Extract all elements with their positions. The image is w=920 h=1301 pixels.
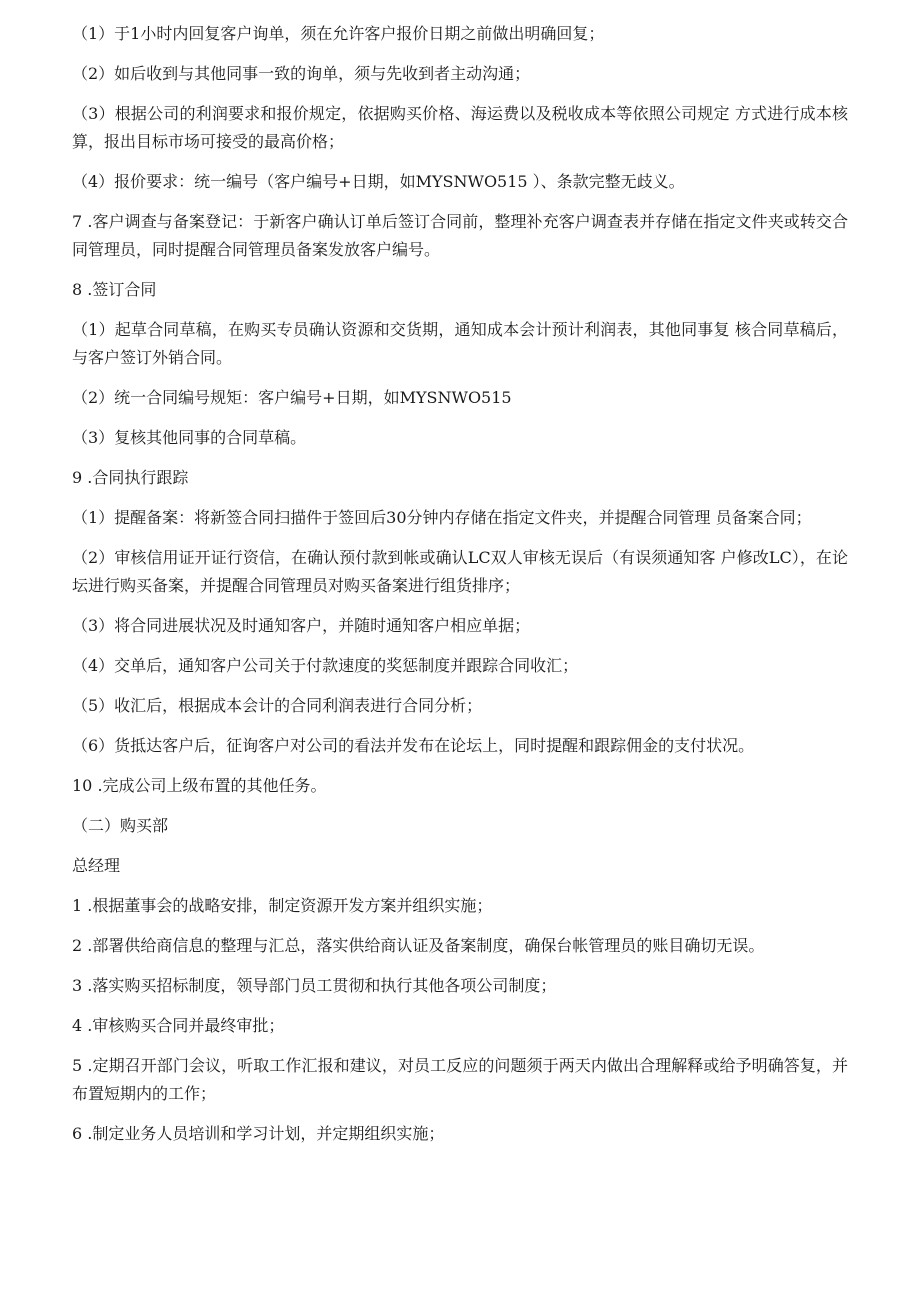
section-heading-purchasing: （二）购买部	[72, 816, 169, 835]
paragraph-item-7: 7 .客户调查与备案登记：于新客户确认订单后签订合同前，整理补充客户调查表并存储在指定文件夹或转交合同管理员，同时提醒合同管理员备案发放客户编号。	[72, 212, 848, 259]
paragraph-quote-requirements: （4）报价要求：统一编号（客户编号+日期，如MYSNWO515 ）、条款完整无歧义。	[72, 172, 685, 191]
paragraph-gm-item-2: 2 .部署供给商信息的整理与汇总，落实供给商认证及备案制度，确保台帐管理员的账目确切无误。	[72, 936, 765, 955]
paragraph-quote-reply: （1）于1小时内回复客户询单，须在允许客户报价日期之前做出明确回复；	[72, 24, 605, 43]
paragraph-payment-tracking: （4）交单后，通知客户公司关于付款速度的奖惩制度并跟踪合同收汇；	[72, 656, 579, 675]
paragraph-gm-item-3: 3 .落实购买招标制度，领导部门员工贯彻和执行其他各项公司制度；	[72, 976, 557, 995]
paragraph-duplicate-inquiry: （2）如后收到与其他同事一致的询单，须与先收到者主动沟通；	[72, 64, 531, 83]
paragraph-gm-item-5: 5 .定期召开部门会议，听取工作汇报和建议，对员工反应的问题须于两天内做出合理解释或给予明确答复，并布置短期内的工作；	[72, 1056, 848, 1103]
paragraph-cost-accounting: （3）根据公司的利润要求和报价规定，依据购买价格、海运费以及税收成本等依照公司规定 方式进行成本核算，报出目标市场可接受的最高价格；	[72, 104, 848, 151]
paragraph-item-10: 10 .完成公司上级布置的其他任务。	[72, 776, 327, 795]
paragraph-item-8-heading: 8 .签订合同	[72, 280, 157, 299]
paragraph-item-9-heading: 9 .合同执行跟踪	[72, 468, 189, 487]
paragraph-gm-item-4: 4 .审核购买合同并最终审批；	[72, 1016, 285, 1035]
paragraph-customer-feedback: （6）货抵达客户后，征询客户对公司的看法并发布在论坛上，同时提醒和跟踪佣金的支付状况。	[72, 736, 755, 755]
paragraph-gm-item-6: 6 .制定业务人员培训和学习计划，并定期组织实施；	[72, 1124, 445, 1143]
paragraph-contract-draft: （1）起草合同草稿，在购买专员确认资源和交货期，通知成本会计预计利润表，其他同事复 核合同草稿后，与客户签订外销合同。	[72, 320, 848, 367]
paragraph-progress-notice: （3）将合同进展状况及时通知客户，并随时通知客户相应单据；	[72, 616, 531, 635]
role-heading-general-manager: 总经理	[72, 856, 121, 875]
paragraph-lc-review: （2）审核信用证开证行资信，在确认预付款到帐或确认LC双人审核无误后（有误须通知客 户修改LC），在论坛进行购买备案，并提醒合同管理员对购买备案进行组货排序；	[72, 548, 848, 595]
paragraph-contract-analysis: （5）收汇后，根据成本会计的合同利润表进行合同分析；	[72, 696, 483, 715]
paragraph-gm-item-1: 1 .根据董事会的战略安排，制定资源开发方案并组织实施；	[72, 896, 493, 915]
paragraph-review-drafts: （3）复核其他同事的合同草稿。	[72, 428, 307, 447]
paragraph-filing-reminder: （1）提醒备案：将新签合同扫描件于签回后30分钟内存储在指定文件夹，并提醒合同管理 员备案合同；	[72, 508, 812, 527]
paragraph-contract-numbering: （2）统一合同编号规矩：客户编号+日期，如MYSNWO515	[72, 388, 512, 407]
